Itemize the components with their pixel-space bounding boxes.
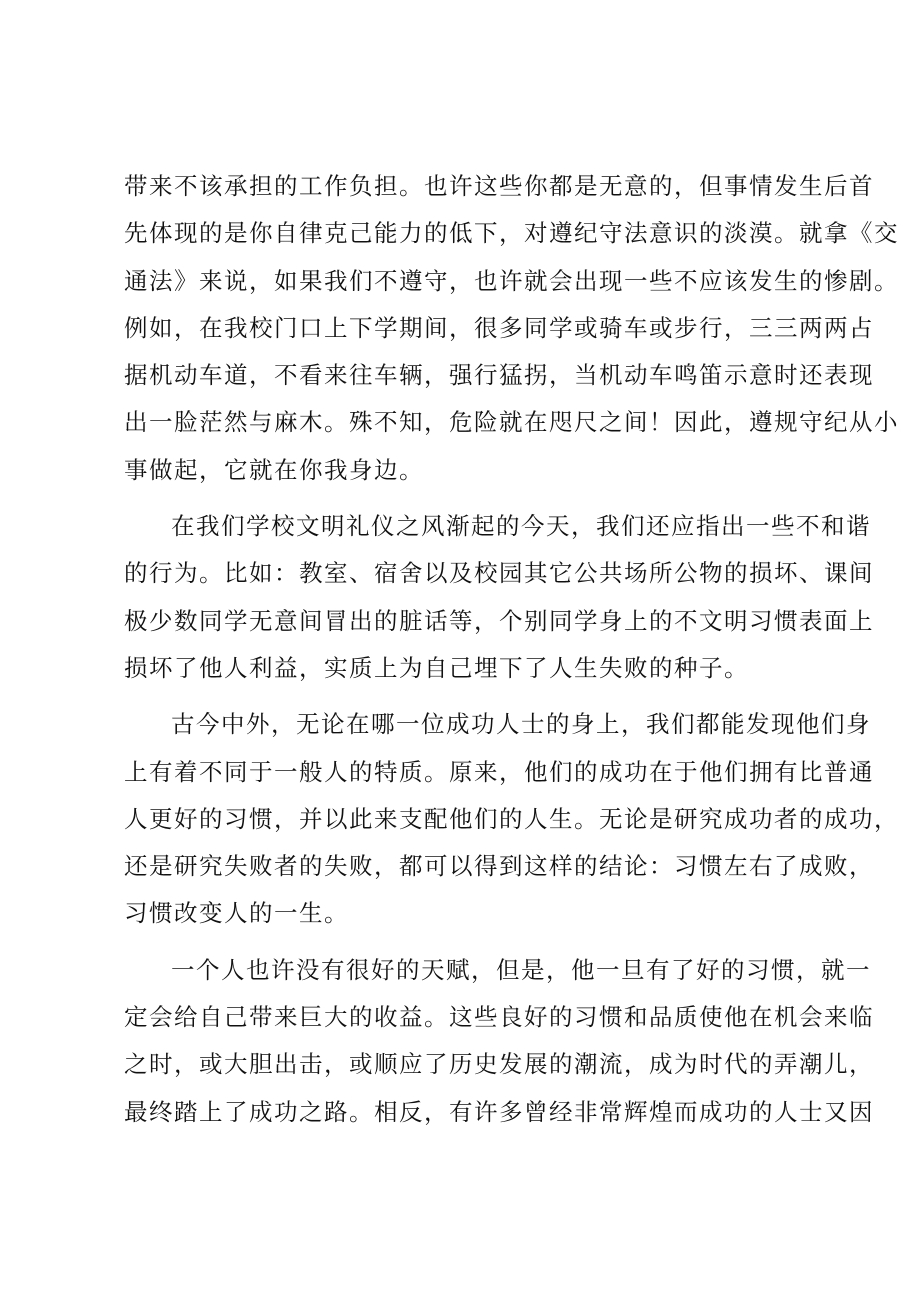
text-line: 通法》来说，如果我们不遵守，也许就会出现一些不应该发生的惨剧。 (124, 266, 899, 295)
text-line: 还是研究失败者的失败，都可以得到这样的结论：习惯左右了成败， (124, 852, 874, 881)
body-text (124, 163, 899, 1136)
text-line: 之时，或大胆出击，或顺应了历史发展的潮流，成为时代的弄潮儿， (124, 1050, 874, 1079)
text-line: 先体现的是你自律克己能力的低下，对遵纪守法意识的淡漠。就拿《交 (124, 219, 899, 248)
text-line: 定会给自己带来巨大的收益。这些良好的习惯和品质使他在机会来临 (124, 1003, 874, 1032)
text-line: 一个人也许没有很好的天赋，但是，他一旦有了好的习惯，就一 (171, 955, 871, 984)
text-line: 极少数同学无意间冒出的脏话等，个别同学身上的不文明习惯表面上 (124, 606, 874, 635)
text-line: 习惯改变人的一生。 (124, 899, 349, 928)
text-line: 古今中外，无论在哪一位成功人士的身上，我们都能发现他们身 (171, 710, 871, 739)
text-line: 例如，在我校门口上下学期间，很多同学或骑车或步行，三三两两占 (124, 313, 874, 342)
text-line: 上有着不同于一般人的特质。原来，他们的成功在于他们拥有比普通 (124, 757, 874, 786)
paragraph (124, 947, 874, 1136)
paragraph-spacer (124, 938, 824, 947)
text-line: 出一脸茫然与麻木。殊不知，危险就在咫尺之间！因此，遵规守纪从小 (124, 408, 899, 437)
text-line: 在我们学校文明礼仪之风渐起的今天，我们还应指出一些不和谐 (171, 512, 871, 541)
paragraph-spacer (124, 494, 824, 503)
text-line: 损坏了他人利益，实质上为自己埋下了人生失败的种子。 (124, 653, 749, 682)
text-line: 人更好的习惯，并以此来支配他们的人生。无论是研究成功者的成功， (124, 804, 899, 833)
paragraph (124, 163, 899, 494)
text-line: 带来不该承担的工作负担。也许这些你都是无意的，但事情发生后首 (124, 172, 874, 200)
paragraph-spacer (124, 692, 824, 701)
text-line: 事做起，它就在你我身边。 (124, 455, 424, 484)
paragraph (124, 701, 899, 937)
paragraph (124, 503, 874, 692)
text-line: 据机动车道，不看来往车辆，强行猛拐，当机动车鸣笛示意时还表现 (124, 361, 874, 390)
text-line: 最终踏上了成功之路。相反，有许多曾经非常辉煌而成功的人士又因 (124, 1097, 874, 1126)
text-line: 的行为。比如：教室、宿舍以及校园其它公共场所公物的损坏、课间 (124, 559, 874, 588)
